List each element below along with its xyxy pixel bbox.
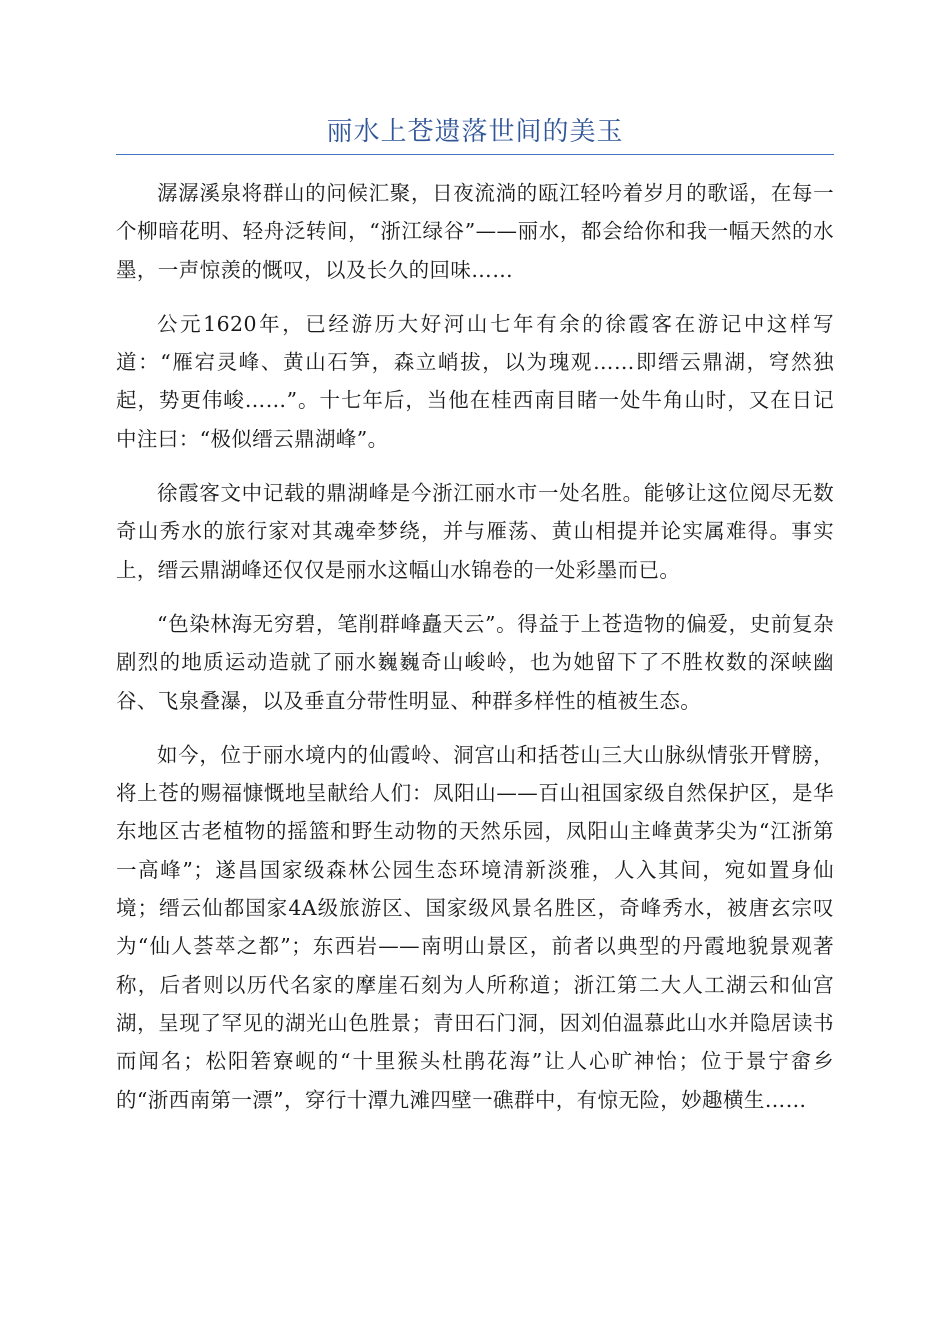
article-body — [116, 174, 834, 1135]
page-title: 丽水上苍遗落世间的美玉 — [326, 117, 624, 147]
paragraph-3: 徐霞客文中记载的鼎湖峰是今浙江丽水市一处名胜。能够让这位阅尽无数奇山秀水的旅行家对其魂牵梦绕，并与雁荡、黄山相提并论实属难得。事实上，缙云鼎湖峰还仅仅是丽水这幅山水锦卷的一处彩墨而已。 — [116, 481, 834, 582]
paragraph-4: “色染林海无穷碧，笔削群峰矗天云”。得益于上苍造物的偏爱，史前复杂剧烈的地质运动造就了丽水巍巍奇山峻岭，也为她留下了不胜枚数的深峡幽谷、飞泉叠瀑，以及垂直分带性明显、种群多样性的植被生态。 — [116, 611, 834, 713]
paragraph-5: 如今，位于丽水境内的仙霞岭、洞宫山和括苍山三大山脉纵情张开臂膀，将上苍的赐福慷慨地呈献给人们：凤阳山——百山祖国家级自然保护区，是华东地区古老植物的摇篮和野生动物的天然乐园，凤阳山主峰黄茅尖为“江浙第一高峰”；遂昌国家级森林公园生态环境清新淡雅，人入其间，宛如置身仙境；缙云仙都国家4A级旅游区、国家级风景名胜区，奇峰秀水，被唐玄宗叹为“仙人荟萃之都”；东西岩——南明山景区，前者以典型的丹霞地貌景观著称，后者则以历代名家的摩崖石刻为人所称道；浙江第二大人工湖云和仙宫湖，呈现了罕见的湖光山色胜景；青田石门洞，因刘伯温慕此山水并隐居读书而闻名；松阳箬寮岘的“十里猴头杜鹃花海”让人心旷神怡；位于景宁畲乡的“浙西南第一漂”，穿行十潭九滩四壁一礁群中，有惊无险，妙趣横生…… — [116, 742, 834, 1112]
paragraph-1: 潺潺溪泉将群山的问候汇聚，日夜流淌的瓯江轻吟着岁月的歌谣，在每一个柳暗花明、轻舟泛转间，“浙江绿谷”——丽水，都会给你和我一幅天然的水墨，一声惊羡的慨叹，以及长久的回味…… — [116, 181, 834, 282]
paragraph-2: 公元1620年，已经游历大好河山七年有余的徐霞客在游记中这样写道：“雁宕灵峰、黄山石笋，森立峭拔，以为瑰观……即缙云鼎湖，穹然独起，势更伟峻……”。十七年后，当他在桂西南目睹一处牛角山时，又在日记中注曰：“极似缙云鼎湖峰”。 — [116, 311, 834, 451]
title-underline — [116, 154, 834, 155]
